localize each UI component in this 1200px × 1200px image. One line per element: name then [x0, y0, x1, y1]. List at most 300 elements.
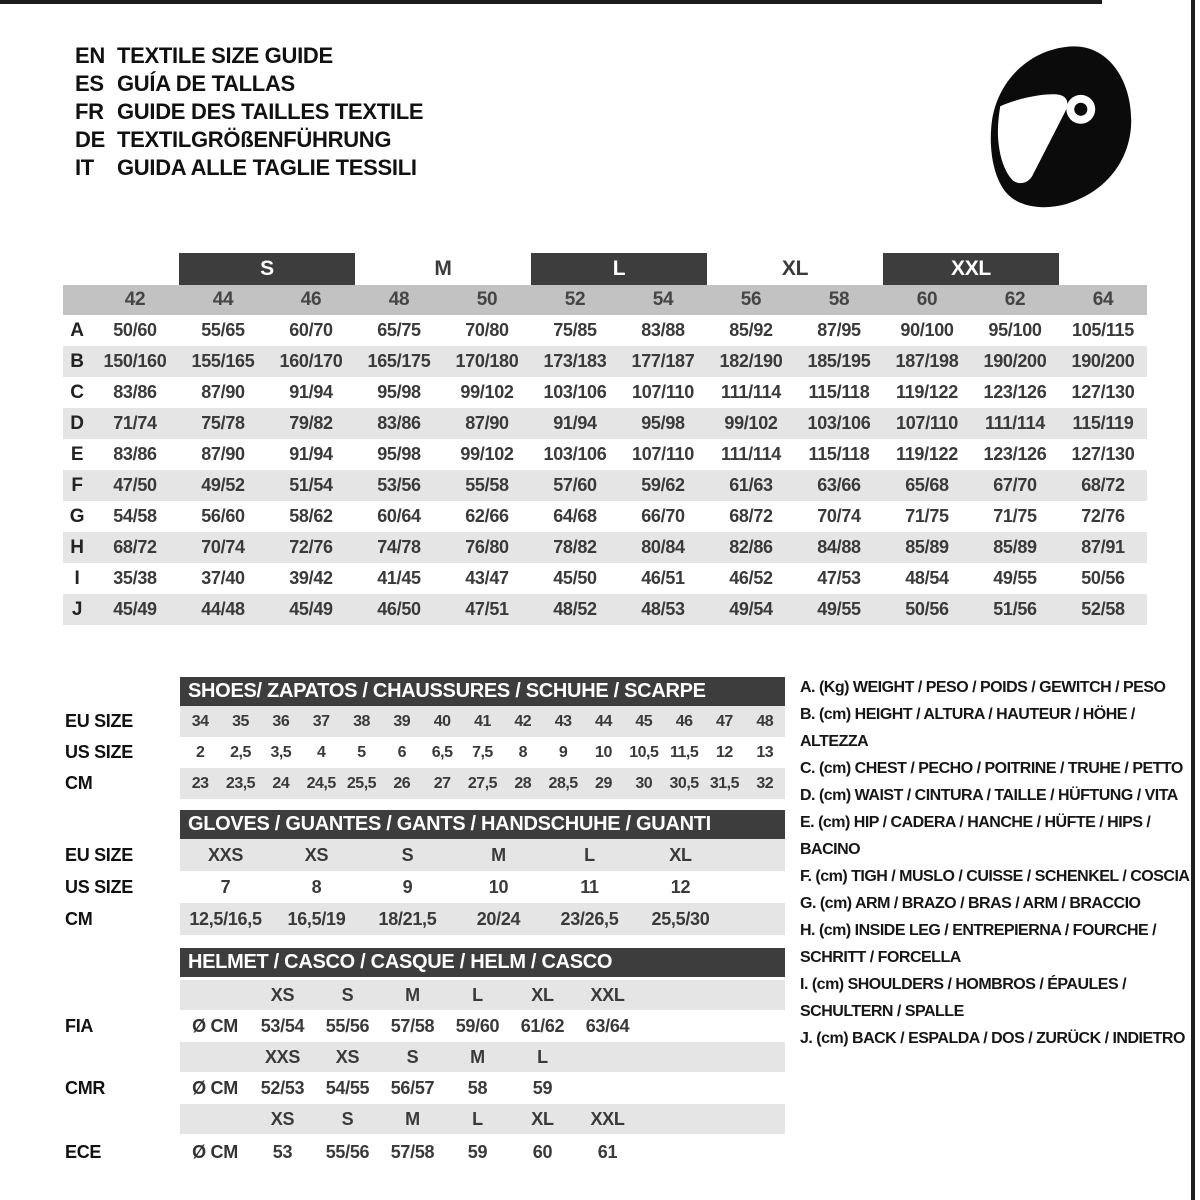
shoe-size-cell: 45: [635, 713, 653, 730]
measurement-cell: 67/70: [993, 475, 1037, 495]
measurement-cell: 182/190: [719, 351, 783, 371]
row-label: [65, 980, 180, 1010]
row-letter-label: I: [74, 568, 80, 589]
shoe-size-cell: 23: [191, 775, 209, 792]
measurement-cell: 187/198: [895, 351, 959, 371]
shoe-size-cell: 9: [558, 744, 568, 761]
helmet-measure-cell: 61: [597, 1142, 618, 1162]
measurement-cell: 190/200: [1071, 351, 1135, 371]
guide-title: TEXTILE SIZE GUIDE: [117, 43, 333, 68]
helmet-measure-cell: 53: [272, 1142, 293, 1162]
size-header-cell: 56: [740, 289, 762, 310]
helmet-ece-values: [180, 1136, 785, 1168]
legend-item: A. (Kg) WEIGHT / PESO / POIDS / GEWITCH / PESO: [800, 679, 1166, 696]
glove-size-cell: XL: [669, 845, 692, 865]
measurement-cell: 45/50: [553, 568, 597, 588]
diameter-unit-label: Ø CM: [192, 1016, 238, 1036]
row-label: EU SIZE: [65, 711, 133, 731]
measurement-cell: 160/170: [279, 351, 343, 371]
measurement-cell: 95/98: [641, 413, 685, 433]
measurement-cell: 75/85: [553, 320, 597, 340]
language-title-row: [75, 42, 423, 70]
language-code: IT: [75, 155, 94, 180]
top-border-line: [0, 0, 1102, 4]
helmet-measure-cell: 52/53: [260, 1078, 305, 1098]
language-code: DE: [75, 127, 105, 152]
legend-item: F. (cm) TIGH / MUSLO / CUISSE / SCHENKEL / COSCIA: [800, 868, 1190, 885]
row-label: CM: [65, 773, 93, 793]
measurement-cell: 54/58: [113, 506, 157, 526]
helmet-fia-sizes-row: [65, 980, 785, 1010]
numeric-size-header-row: [63, 285, 1147, 315]
glove-size-cell: 8: [311, 877, 322, 897]
shoe-size-cell: 27: [433, 775, 451, 792]
measurement-cell: 56/60: [201, 506, 245, 526]
measurement-cell: 51/56: [993, 599, 1037, 619]
row-label: [65, 1104, 180, 1134]
helmet-cmr-size-labels: [180, 1042, 785, 1072]
measurement-cell: 79/82: [289, 413, 333, 433]
language-title-block: [75, 42, 423, 182]
measurement-cell: 61/63: [729, 475, 773, 495]
measurement-cell: 85/89: [905, 537, 949, 557]
language-code: ES: [75, 71, 104, 96]
measurement-cell: 103/106: [807, 413, 871, 433]
helmet-size-cell: L: [472, 1109, 483, 1129]
measurement-legend: [800, 674, 1192, 1052]
gloves-eu-values: [180, 839, 785, 871]
measurement-cell: 87/91: [1081, 537, 1125, 557]
shoe-size-cell: 48: [756, 713, 774, 730]
helmet-size-cell: M: [470, 1047, 485, 1067]
measurement-cell: 65/68: [905, 475, 949, 495]
measurement-cell: 123/126: [983, 382, 1047, 402]
size-header-cell: 54: [652, 289, 674, 310]
measurement-cell: 85/92: [729, 320, 773, 340]
shoe-size-cell: 40: [433, 713, 451, 730]
glove-size-cell: 20/24: [476, 909, 521, 929]
guide-title: GUÍA DE TALLAS: [117, 71, 295, 96]
measurement-row: [63, 346, 1147, 377]
legend-item: E. (cm) HIP / CADERA / HANCHE / HÜFTE / HIPS / BACINO: [800, 814, 1151, 858]
measurement-cell: 50/60: [113, 320, 157, 340]
measurement-cell: 83/88: [641, 320, 685, 340]
size-header-cell: 44: [212, 289, 234, 310]
measurement-cell: 55/65: [201, 320, 245, 340]
shoes-eu-size-row: [65, 706, 785, 737]
legend-item: J. (cm) BACK / ESPALDA / DOS / ZURÜCK / INDIETRO: [800, 1030, 1185, 1047]
helmet-ece-sizes-row: [65, 1104, 785, 1134]
language-title-row: [75, 98, 423, 126]
glove-size-cell: M: [491, 845, 506, 865]
measurement-row: [63, 501, 1147, 532]
measurement-row: [63, 315, 1147, 346]
language-title-row: [75, 70, 423, 98]
row-label: [65, 1042, 180, 1072]
measurement-cell: 68/72: [729, 506, 773, 526]
certification-label: FIA: [65, 1016, 94, 1036]
language-title-row: [75, 154, 423, 182]
measurement-cell: 47/51: [465, 599, 509, 619]
measurement-row: [63, 532, 1147, 563]
row-letter-label: D: [70, 413, 84, 434]
legend-item: G. (cm) ARM / BRAZO / BRAS / ARM / BRACCIO: [800, 895, 1141, 912]
glove-size-cell: S: [401, 845, 414, 865]
measurement-cell: 99/102: [460, 382, 514, 402]
shoe-size-cell: 2: [195, 744, 205, 761]
unit-spacer: [180, 1042, 250, 1072]
measurement-cell: 83/86: [113, 382, 157, 402]
guide-title: TEXTILGRÖßENFÜHRUNG: [117, 127, 392, 152]
shoe-size-cell: 25,5: [346, 775, 377, 792]
unit-spacer: [180, 1104, 250, 1134]
helmet-size-cell: XL: [531, 985, 554, 1005]
helmet-size-cell: XL: [531, 1109, 554, 1129]
certification-label: CMR: [65, 1078, 106, 1098]
helmet-measure-cell: 59/60: [455, 1016, 500, 1036]
helmet-size-cell: S: [341, 985, 354, 1005]
measurement-cell: 177/187: [631, 351, 695, 371]
shoe-size-cell: 6,5: [431, 744, 453, 761]
helmet-size-cell: M: [405, 985, 420, 1005]
shoe-size-cell: 5: [357, 744, 366, 761]
measurement-cell: 59/62: [641, 475, 685, 495]
measurement-rows: [63, 315, 1147, 625]
shoe-size-cell: 29: [595, 775, 612, 792]
measurement-cell: 35/38: [113, 568, 157, 588]
measurement-cell: 50/56: [1081, 568, 1125, 588]
glove-size-cell: L: [584, 845, 595, 865]
measurement-cell: 107/110: [632, 382, 694, 402]
unit-spacer: [180, 980, 250, 1010]
size-group-s: S: [179, 253, 355, 285]
shoe-size-cell: 4: [316, 744, 326, 761]
guide-title: GUIDA ALLE TAGLIE TESSILI: [117, 155, 417, 180]
measurement-cell: 48/54: [905, 568, 949, 588]
row-letter-label: J: [71, 599, 83, 620]
shoe-size-cell: 32: [756, 775, 774, 792]
shoe-size-cell: 35: [232, 713, 249, 730]
shoe-size-cell: 34: [191, 713, 209, 730]
shoe-size-cell: 7,5: [472, 744, 493, 761]
size-group-m: M: [434, 257, 452, 280]
helmet-measure-cell: 55/56: [325, 1016, 370, 1036]
helmet-ece-size-labels: [180, 1104, 785, 1134]
measurement-cell: 95/98: [377, 382, 421, 402]
shoe-size-cell: 12: [716, 744, 733, 761]
glove-size-cell: 11: [580, 877, 599, 897]
measurement-cell: 39/42: [289, 568, 333, 588]
diameter-unit-label: Ø CM: [192, 1078, 238, 1098]
shoe-size-cell: 27,5: [467, 775, 498, 792]
measurement-cell: 71/75: [905, 506, 949, 526]
size-group-header-row: [0, 253, 1200, 285]
shoe-size-cell: 8: [518, 744, 527, 761]
helmet-measure-cell: 58: [467, 1078, 488, 1098]
measurement-cell: 95/100: [988, 320, 1042, 340]
measurement-cell: 45/49: [289, 599, 333, 619]
measurement-cell: 55/58: [465, 475, 509, 495]
row-letter-label: B: [70, 351, 84, 372]
measurement-cell: 165/175: [367, 351, 431, 371]
helmet-measure-cell: 61/62: [520, 1016, 565, 1036]
measurement-cell: 68/72: [1081, 475, 1125, 495]
shoe-size-cell: 41: [474, 713, 491, 730]
size-header-cell: 46: [300, 289, 322, 310]
shoes-us-size-row: [65, 737, 785, 768]
glove-size-cell: XS: [304, 845, 329, 865]
measurement-cell: 74/78: [377, 537, 421, 557]
helmet-size-cell: S: [406, 1047, 419, 1067]
measurement-cell: 190/200: [983, 351, 1047, 371]
helmet-measure-cell: [575, 1072, 640, 1104]
measurement-row: [63, 563, 1147, 594]
helmet-measure-cell: 59: [467, 1142, 488, 1162]
measurement-cell: 90/100: [900, 320, 954, 340]
shoe-size-cell: 37: [312, 713, 330, 730]
shoes-section-header: SHOES/ ZAPATOS / CHAUSSURES / SCHUHE / SCARPE: [180, 677, 785, 706]
legend-item: I. (cm) SHOULDERS / HOMBROS / ÉPAULES / SCHULTERN / SPALLE: [800, 976, 1127, 1020]
helmet-size-cell: XS: [335, 1047, 360, 1067]
measurement-row: [63, 470, 1147, 501]
row-label: EU SIZE: [65, 845, 133, 865]
shoe-size-cell: 43: [554, 713, 572, 730]
row-label: CM: [65, 909, 93, 929]
helmet-cmr-values-row: [65, 1072, 785, 1104]
size-group-xxl: XXL: [883, 253, 1059, 285]
racing-helmet-icon: [982, 42, 1134, 210]
measurement-cell: 51/54: [289, 475, 333, 495]
measurement-cell: 43/47: [465, 568, 509, 588]
shoe-size-cell: 31,5: [709, 775, 739, 792]
measurement-cell: 64/68: [553, 506, 597, 526]
shoe-size-cell: 26: [393, 775, 411, 792]
measurement-cell: 91/94: [553, 413, 597, 433]
row-label: US SIZE: [65, 742, 133, 762]
shoe-size-cell: 44: [595, 713, 612, 730]
helmet-size-cell: XXL: [590, 985, 625, 1005]
measurement-row: [63, 594, 1147, 625]
shoe-size-cell: 11,5: [669, 744, 699, 761]
measurement-cell: 91/94: [289, 444, 333, 464]
shoe-size-cell: 42: [514, 713, 532, 730]
measurement-cell: 47/53: [817, 568, 861, 588]
glove-size-cell: 12: [670, 877, 691, 897]
helmet-measure-cell: 53/54: [260, 1016, 305, 1036]
measurement-cell: 150/160: [103, 351, 167, 371]
measurement-cell: 185/195: [807, 351, 871, 371]
measurement-cell: 107/110: [632, 444, 694, 464]
measurement-cell: 47/50: [113, 475, 157, 495]
helmet-size-cell: [575, 1042, 640, 1072]
glove-size-cell: 23/26,5: [560, 909, 619, 929]
shoe-size-cell: 3,5: [270, 744, 292, 761]
shoe-size-cell: 46: [675, 713, 693, 730]
helmet-size-cell: XS: [270, 1109, 295, 1129]
glove-size-cell: 16,5/19: [287, 909, 346, 929]
glove-size-cell: 10: [488, 877, 509, 897]
helmet-fia-values-row: [65, 1010, 785, 1042]
measurement-cell: 46/50: [377, 599, 421, 619]
measurement-cell: 46/52: [729, 568, 773, 588]
gloves-us-values: [180, 871, 785, 903]
helmet-fia-values: [180, 1010, 785, 1042]
measurement-cell: 170/180: [455, 351, 519, 371]
helmet-cmr-sizes-row: [65, 1042, 785, 1072]
measurement-cell: 48/52: [553, 599, 597, 619]
measurement-cell: 80/84: [641, 537, 685, 557]
measurement-cell: 53/56: [377, 475, 421, 495]
shoe-size-cell: 47: [716, 713, 733, 730]
shoe-size-cell: 30: [635, 775, 653, 792]
glove-size-cell: XXS: [207, 845, 244, 865]
row-letter-label: F: [71, 475, 83, 496]
measurement-cell: 57/60: [553, 475, 597, 495]
measurement-cell: 46/51: [641, 568, 685, 588]
shoe-size-cell: 2,5: [230, 744, 251, 761]
measurement-cell: 66/70: [641, 506, 685, 526]
measurement-cell: 91/94: [289, 382, 333, 402]
measurement-cell: 58/62: [289, 506, 333, 526]
row-letter-label: C: [70, 382, 84, 403]
size-group-l: L: [531, 253, 707, 285]
measurement-cell: 99/102: [724, 413, 778, 433]
row-letter-label: H: [70, 537, 84, 558]
gloves-cm-row: [65, 903, 785, 935]
shoes-eu-values: [180, 706, 785, 737]
language-code: FR: [75, 99, 104, 124]
measurement-cell: 105/115: [1072, 320, 1134, 340]
measurement-cell: 44/48: [201, 599, 245, 619]
helmet-measure-cell: 59: [532, 1078, 553, 1098]
shoe-size-cell: 28,5: [548, 775, 578, 792]
helmet-cmr-values: [180, 1072, 785, 1104]
shoe-size-cell: 13: [756, 744, 774, 761]
helmet-fia-size-labels: [180, 980, 785, 1010]
helmet-measure-cell: 60: [532, 1142, 553, 1162]
measurement-cell: 95/98: [377, 444, 421, 464]
helmet-size-cell: L: [472, 985, 483, 1005]
shoe-size-cell: 24,5: [306, 775, 336, 792]
measurement-cell: 123/126: [983, 444, 1047, 464]
helmet-size-cell: L: [537, 1047, 548, 1067]
glove-size-cell: 7: [220, 877, 231, 897]
measurement-cell: 87/90: [465, 413, 509, 433]
shoe-size-cell: 39: [393, 713, 411, 730]
measurement-cell: 173/183: [543, 351, 607, 371]
size-header-cell: 52: [564, 289, 586, 310]
measurement-cell: 76/80: [465, 537, 509, 557]
shoe-size-cell: 28: [514, 775, 532, 792]
measurement-cell: 119/122: [896, 382, 958, 402]
measurement-cell: 87/90: [201, 444, 245, 464]
helmet-measure-cell: 55/56: [325, 1142, 370, 1162]
measurement-cell: 119/122: [896, 444, 958, 464]
glove-size-cell: 9: [402, 877, 413, 897]
helmet-measure-cell: 57/58: [390, 1016, 435, 1036]
shoe-size-cell: 36: [272, 713, 290, 730]
measurement-cell: 115/118: [808, 382, 870, 402]
row-letter-label: G: [69, 506, 85, 527]
size-group-xl: XL: [781, 257, 809, 280]
helmet-measure-cell: 56/57: [390, 1078, 435, 1098]
shoe-size-cell: 6: [397, 744, 406, 761]
measurement-cell: 37/40: [201, 568, 245, 588]
measurement-cell: 48/53: [641, 599, 685, 619]
measurement-cell: 85/89: [993, 537, 1037, 557]
measurement-cell: 111/114: [985, 413, 1045, 433]
measurement-cell: 49/55: [817, 599, 861, 619]
measurement-row: [63, 377, 1147, 408]
measurement-row: [63, 439, 1147, 470]
shoe-size-cell: 10: [595, 744, 612, 761]
diameter-unit-label: Ø CM: [192, 1142, 238, 1162]
measurement-cell: 83/86: [377, 413, 421, 433]
measurement-cell: 68/72: [113, 537, 157, 557]
size-header-cell: 42: [124, 289, 146, 310]
certification-label: ECE: [65, 1142, 102, 1162]
measurement-cell: 72/76: [1081, 506, 1125, 526]
glove-size-cell: 12,5/16,5: [189, 909, 262, 929]
measurement-cell: 70/74: [201, 537, 245, 557]
shoes-cm-row: [65, 768, 785, 799]
measurement-cell: 115/118: [808, 444, 870, 464]
row-label: US SIZE: [65, 877, 133, 897]
measurement-cell: 45/49: [113, 599, 157, 619]
helmet-size-cell: M: [405, 1109, 420, 1129]
measurement-cell: 62/66: [465, 506, 509, 526]
shoes-us-values: [180, 737, 785, 768]
size-header-cell: 50: [476, 289, 498, 310]
measurement-cell: 41/45: [377, 568, 421, 588]
measurement-cell: 103/106: [543, 382, 607, 402]
helmet-measure-cell: 57/58: [390, 1142, 435, 1162]
measurement-cell: 60/70: [289, 320, 333, 340]
shoe-size-cell: 10,5: [629, 744, 659, 761]
helmet-size-cell: XS: [270, 985, 295, 1005]
measurement-cell: 60/64: [377, 506, 421, 526]
legend-item: D. (cm) WAIST / CINTURA / TAILLE / HÜFTUNG / VITA: [800, 787, 1178, 804]
row-letter-label: E: [70, 444, 84, 465]
measurement-cell: 155/165: [191, 351, 255, 371]
helmet-size-cell: XXS: [264, 1047, 301, 1067]
measurement-cell: 50/56: [905, 599, 949, 619]
measurement-cell: 87/95: [817, 320, 861, 340]
measurement-cell: 107/110: [896, 413, 958, 433]
helmet-measure-cell: 54/55: [325, 1078, 370, 1098]
measurement-cell: 83/86: [113, 444, 157, 464]
measurement-cell: 99/102: [460, 444, 514, 464]
measurement-cell: 111/114: [721, 382, 781, 402]
measurement-cell: 49/52: [201, 475, 245, 495]
size-header-cell: 62: [1004, 289, 1026, 310]
helmet-ece-values-row: [65, 1136, 785, 1168]
measurement-cell: 63/66: [817, 475, 861, 495]
legend-item: H. (cm) INSIDE LEG / ENTREPIERNA / FOURCHE / SCHRITT / FORCELLA: [800, 922, 1157, 966]
measurement-cell: 70/80: [465, 320, 509, 340]
gloves-us-size-row: [65, 871, 785, 903]
measurement-cell: 75/78: [201, 413, 245, 433]
measurement-row: [63, 408, 1147, 439]
measurement-cell: 103/106: [543, 444, 607, 464]
glove-size-cell: 18/21,5: [378, 909, 437, 929]
measurement-cell: 71/75: [993, 506, 1037, 526]
glove-size-cell: 25,5/30: [651, 909, 710, 929]
helmet-size-cell: S: [341, 1109, 354, 1129]
shoes-cm-values: [180, 768, 785, 799]
language-title-row: [75, 126, 423, 154]
size-header-cell: 64: [1092, 289, 1114, 310]
